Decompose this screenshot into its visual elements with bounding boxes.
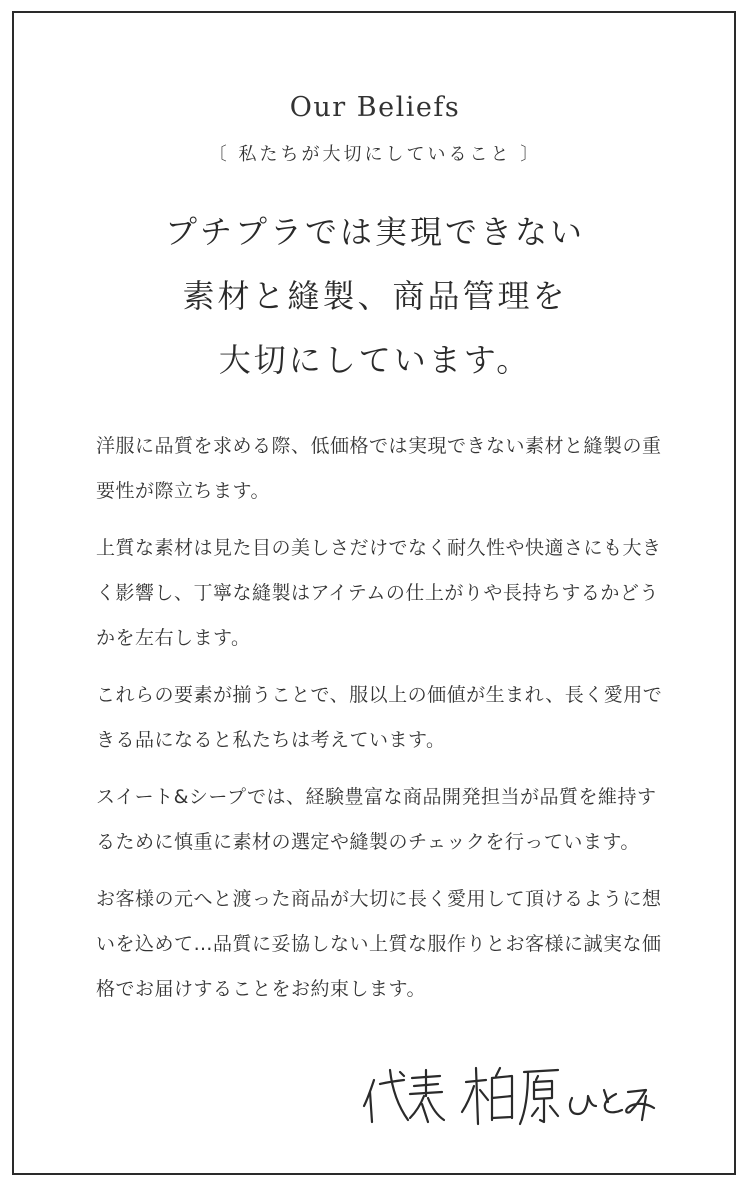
paragraph-4: スイート&シープでは、経験豊富な商品開発担当が品質を維持するために慎重に素材の選定や縫製のチェックを行っています。 <box>96 786 657 853</box>
headline-line-1: プチプラでは実現できない <box>164 213 585 251</box>
paragraph-2: 上質な素材は見た目の美しさだけでなく耐久性や快適さにも大きく影響し、丁寧な縫製はアイテムの仕上がりや長持ちするかどうかを左右します。 <box>96 537 662 649</box>
signature <box>362 1062 662 1132</box>
paragraph-3: これらの要素が揃うことで、服以上の価値が生まれ、長く愛用できる品になると私たちは考えています。 <box>96 684 663 751</box>
body-text <box>96 424 666 1024</box>
section-subtitle: 〔 私たちが大切にしていること 〕 <box>208 144 542 165</box>
headline-line-2: 素材と縫製、商品管理を <box>182 277 568 315</box>
headline-line-3: 大切にしています。 <box>218 341 532 379</box>
paragraph-5: お客様の元へと渡った商品が大切に長く愛用して頂けるように想いを込めて…品質に妥協しない上質な服作りとお客様に誠実な価格でお届けすることをお約束します。 <box>96 888 662 1000</box>
paragraph-1: 洋服に品質を求める際、低価格では実現できない素材と縫製の重要性が際立ちます。 <box>96 435 662 502</box>
signature-text: 代表 柏原 ひとみ <box>362 1062 370 1063</box>
section-title: Our Beliefs <box>289 92 461 123</box>
headline <box>0 200 750 392</box>
signature-drawing <box>362 1062 662 1132</box>
